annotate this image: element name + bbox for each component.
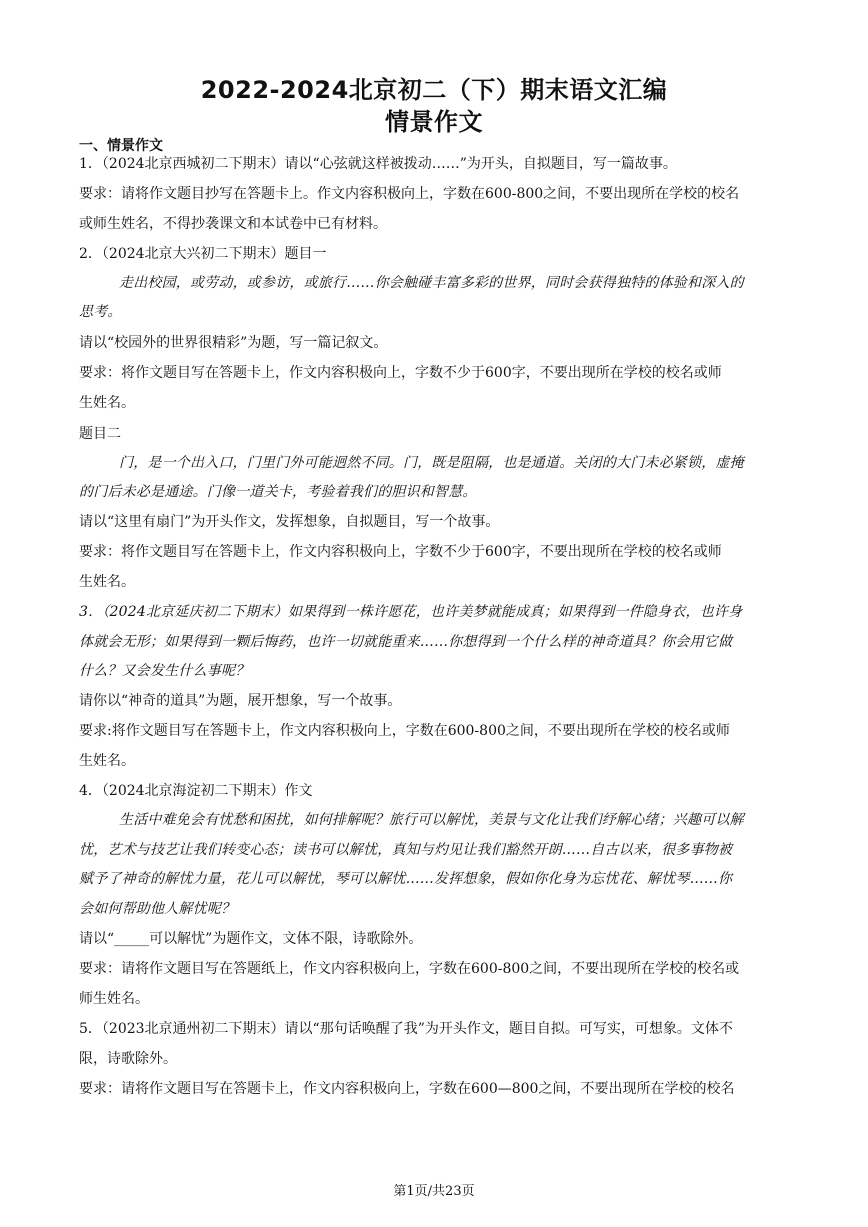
section-heading: 一、情景作文 bbox=[79, 138, 163, 154]
question-3-prompt: 请你以“神奇的道具”为题，展开想象，写一个故事。 bbox=[79, 693, 402, 709]
question-2-prompt: 请以“校园外的世界很精彩”为题，写一篇记叙文。 bbox=[79, 335, 388, 351]
question-4-material-end: 会如何帮助他人解忧呢？ bbox=[79, 901, 236, 917]
question-3-requirement: 要求:将作文题目写在答题卡上，作文内容积极向上，字数在600-800之间，不要出现所在学校的校名或师 bbox=[79, 723, 730, 739]
question-2-requirement-two: 要求：将作文题目写在答题卡上，作文内容积极向上，字数不少于600字，不要出现所在学校的校名或师 bbox=[79, 544, 722, 560]
question-2-prompt-two: 请以“这里有扇门”为开头作文，发挥想象，自拟题目，写一个故事。 bbox=[79, 514, 500, 530]
document-title: 2022-2024北京初二（下）期末语文汇编 bbox=[200, 76, 668, 104]
question-2-material-two-cont: 的门后未必是通途。门像一道关卡，考验着我们的胆识和智慧。 bbox=[79, 484, 477, 500]
question-5-prompt-cont: 限，诗歌除外。 bbox=[79, 1051, 177, 1067]
question-3-requirement-cont: 生姓名。 bbox=[79, 753, 135, 769]
question-4-prompt: 请以“_____可以解忧”为题作文，文体不限，诗歌除外。 bbox=[79, 931, 423, 947]
question-2-material-cont: 思考。 bbox=[79, 304, 122, 320]
question-2-requirement-cont: 生姓名。 bbox=[79, 395, 135, 411]
page-number: 第1页/共23页 bbox=[393, 1184, 475, 1199]
question-2-topic-two: 题目二 bbox=[79, 426, 121, 442]
question-4-heading: 4．（2024北京海淀初二下期末）作文 bbox=[79, 783, 313, 799]
question-4-material-cont: 忧，艺术与技艺让我们转变心态；读书可以解忧，真知与灼见让我们豁然开朗……自古以来，很多事物被 bbox=[79, 842, 733, 858]
question-2-requirement-two-cont: 生姓名。 bbox=[79, 574, 135, 590]
document-subtitle: 情景作文 bbox=[385, 108, 483, 136]
question-1-requirement-cont: 或师生姓名，不得抄袭课文和本试卷中已有材料。 bbox=[79, 216, 387, 232]
question-4-requirement-cont: 师生姓名。 bbox=[79, 991, 149, 1007]
question-4-requirement: 要求：请将作文题目写在答题纸上，作文内容积极向上，字数在600-800之间，不要出现所在学校的校名或 bbox=[79, 961, 740, 977]
question-2-heading: 2．（2024北京大兴初二下期末）题目一 bbox=[79, 246, 327, 262]
question-1-requirement: 要求：请将作文题目抄写在答题卡上。作文内容积极向上，字数在600-800之间，不要出现所在学校的校名 bbox=[79, 186, 740, 202]
question-5-prompt: 5．（2023北京通州初二下期末）请以“那句话唤醒了我”为开头作文，题目自拟。可写实，可想象。文体不 bbox=[79, 1021, 733, 1037]
question-4-material: 生活中难免会有忧愁和困扰，如何排解呢？旅行可以解忧，美景与文化让我们纾解心绪；兴趣可以解 bbox=[119, 812, 744, 828]
question-3-material-end: 什么？又会发生什么事呢？ bbox=[79, 663, 250, 679]
question-3-material-cont: 体就会无形；如果得到一颗后悔药，也许一切就能重来……你想得到一个什么样的神奇道具？你会用它做 bbox=[79, 634, 733, 650]
question-2-requirement: 要求：将作文题目写在答题卡上，作文内容积极向上，字数不少于600字，不要出现所在学校的校名或师 bbox=[79, 365, 722, 381]
question-2-material: 走出校园，或劳动，或参访，或旅行……你会触碰丰富多彩的世界，同时会获得独特的体验和深入的 bbox=[119, 275, 744, 291]
question-5-requirement: 要求：请将作文题目写在答题卡上，作文内容积极向上，字数在600—800之间，不要出现所在学校的校名 bbox=[79, 1081, 735, 1097]
question-3-material: 3．（2024北京延庆初二下期末）如果得到一株许愿花，也许美梦就能成真；如果得到一件隐身衣，也许身 bbox=[79, 604, 743, 620]
question-4-material-cont-2: 赋予了神奇的解忧力量，花儿可以解忧，琴可以解忧……发挥想象，假如你化身为忘忧花、解忧琴……你 bbox=[79, 871, 733, 887]
question-2-material-two: 门，是一个出入口，门里门外可能迥然不同。门，既是阻隔，也是通道。关闭的大门未必紧锁，虚掩 bbox=[119, 455, 744, 471]
question-1-prompt: 1．（2024北京西城初二下期末）请以“心弦就这样被拨动……”为开头，自拟题目，写一篇故事。 bbox=[79, 156, 677, 172]
